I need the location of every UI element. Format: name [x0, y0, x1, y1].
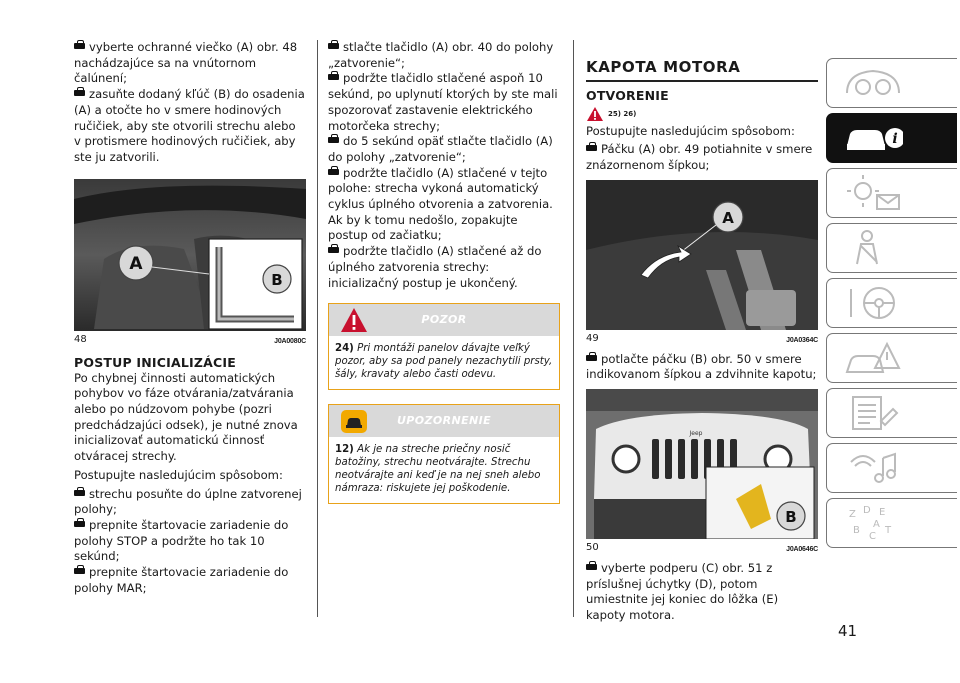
maintenance-icon	[843, 393, 903, 433]
figure-50	[586, 389, 818, 539]
chapter-tabs	[826, 58, 957, 553]
bullet-icon	[586, 145, 597, 151]
bullet-icon	[74, 568, 85, 574]
bullet-icon	[586, 564, 597, 570]
caution-title: UPOZORNENIE	[396, 414, 492, 428]
bullet-icon	[328, 247, 339, 253]
svg-text:A: A	[129, 253, 143, 274]
paragraph: Postupujte nasledujúcim spôsobom:	[74, 467, 283, 482]
tab-index[interactable]	[826, 498, 957, 548]
tab-dashboard[interactable]	[826, 58, 957, 108]
svg-text:D: D	[863, 505, 871, 516]
svg-text:A: A	[722, 208, 734, 227]
figure-number: 48	[74, 333, 87, 345]
caution-text: 12) Ak je na streche priečny nosič batožiny, strechu neotvárajte. Strechu neotvárajte ani keď je na nej sneh alebo námraza: riskujete jej poškodenie.	[335, 444, 541, 495]
roof-key-photo	[74, 179, 306, 331]
hood-lever-photo	[586, 180, 818, 330]
caution-box	[328, 404, 560, 504]
instruction-item: podržte tlačidlo (A) stlačené v tejto polohe: strecha vykoná automatický cyklus úplného otvorenia a zatvorenia. Ak by k tomu nedošlo, zopakujte postup od začiatku;	[328, 165, 553, 243]
figure-code: J0A0364C	[786, 336, 818, 344]
figure-number: 50	[586, 542, 599, 554]
figure-48	[74, 179, 306, 331]
figure-caption	[586, 541, 818, 557]
steering-wheel-icon	[843, 283, 903, 323]
chapter-title: KAPOTA MOTORA	[586, 58, 741, 76]
tab-warning[interactable]	[826, 333, 957, 383]
svg-text:Z: Z	[849, 509, 856, 520]
svg-text:B: B	[271, 270, 283, 289]
column-3	[586, 58, 818, 624]
figure-code: J0A0646C	[786, 546, 818, 554]
warning-title: POZOR	[421, 313, 467, 327]
multimedia-icon	[843, 448, 903, 488]
page-number: 41	[838, 622, 858, 640]
svg-text:B: B	[853, 525, 860, 536]
warning-references	[586, 106, 818, 122]
column-1	[74, 40, 306, 596]
bullet-icon	[328, 43, 339, 49]
instruction-item: podržte tlačidlo stlačené aspoň 10 sekúnd, po uplynutí ktorých by ste mali spozorovať zastavenie elektrického motorčeka strechy;	[328, 71, 558, 133]
figure-caption	[586, 332, 818, 348]
hood-latch-photo	[586, 389, 818, 539]
lights-icon	[843, 173, 903, 213]
bullet-icon	[328, 74, 339, 80]
bullet-icon	[74, 521, 85, 527]
svg-text:E: E	[879, 507, 886, 518]
figure-49	[586, 180, 818, 330]
section-heading: OTVORENIE	[586, 87, 669, 103]
bullet-icon	[74, 90, 85, 96]
instruction-item: prepnite štartovacie zariadenie do polohy MAR;	[74, 565, 289, 595]
dashboard-icon	[843, 63, 903, 103]
danger-triangle-icon	[586, 106, 604, 122]
column-divider	[573, 40, 574, 617]
tab-steering[interactable]	[826, 278, 957, 328]
instruction-item: vyberte ochranné viečko (A) obr. 48 nachádzajúce sa na vnútornom čalúnení;	[74, 40, 298, 86]
tab-multimedia[interactable]	[826, 443, 957, 493]
warning-icon	[843, 338, 903, 378]
bullet-icon	[74, 43, 85, 49]
instruction-item: prepnite štartovacie zariadenie do polohy STOP a podržte ho tak 10 sekúnd;	[74, 517, 289, 564]
column-2	[328, 40, 560, 504]
section-heading: POSTUP INICIALIZÁCIE	[74, 354, 236, 370]
instruction-item: do 5 sekúnd opäť stlačte tlačidlo (A) do polohy „zatvorenie“;	[328, 134, 553, 164]
bullet-icon	[328, 137, 339, 143]
figure-caption	[74, 333, 306, 349]
tab-maintenance[interactable]	[826, 388, 957, 438]
reference-numbers: 25) 26)	[608, 109, 637, 118]
tab-lights[interactable]	[826, 168, 957, 218]
bullet-icon	[74, 490, 85, 496]
svg-text:T: T	[885, 525, 892, 536]
svg-text:C: C	[869, 531, 876, 542]
figure-code: J0A0080C	[274, 337, 306, 345]
svg-text:Jeep: Jeep	[689, 430, 703, 438]
instruction-item: Páčku (A) obr. 49 potiahnite v smere znázornenom šípkou;	[586, 142, 813, 172]
car-info-icon	[843, 118, 903, 158]
title-rule	[586, 80, 818, 82]
instruction-item: podržte tlačidlo (A) stlačené až do úplného zatvorenia strechy: inicializačný postup je ukončený.	[328, 244, 542, 290]
svg-text:i: i	[892, 131, 898, 147]
instruction-item: stlačte tlačidlo (A) obr. 40 do polohy „zatvorenie“;	[328, 40, 554, 70]
warning-text: 24) Pri montáži panelov dávajte veľký pozor, aby sa pod panely nezachytili prsty, šály, kravaty alebo časti odevu.	[335, 343, 553, 381]
svg-text:B: B	[785, 508, 797, 527]
svg-text:A: A	[873, 519, 880, 530]
instruction-item: vyberte podperu (C) obr. 51 z príslušnej úchytky (D), potom umiestnite jej koniec do lôžka (E) kapoty motora.	[586, 561, 779, 623]
bullet-icon	[586, 355, 597, 361]
warning-header	[329, 304, 559, 336]
instruction-item: potlačte páčku (B) obr. 50 v smere indikovanom šípkou a zdvihnite kapotu;	[586, 351, 817, 382]
paragraph: Po chybnej činnosti automatických pohybov vo fáze otvárania/zatvárania alebo po núdzovom pohybe (pozri predchádzajúci odsek), je nutné znova inicializovať automatickú činnosť otváracej strechy.	[74, 370, 298, 464]
column-divider	[317, 40, 318, 617]
instruction-item: zasuňte dodaný kľúč (B) do osadenia (A) a otočte ho v smere hodinových ručičiek, aby ste otvorili strechu alebo v protismere hodinových ručičiek, aby ste ju zatvorili.	[74, 87, 305, 164]
instruction-item: strechu posuňte do úplne zatvorenej polohy;	[74, 486, 302, 517]
safety-icon	[843, 228, 903, 268]
index-icon	[843, 503, 903, 543]
caution-header	[329, 405, 559, 437]
bullet-icon	[328, 169, 339, 175]
paragraph: Postupujte nasledujúcim spôsobom:	[586, 123, 795, 138]
figure-number: 49	[586, 332, 599, 344]
tab-car-info[interactable]	[826, 113, 957, 163]
warning-box	[328, 303, 560, 390]
tab-safety[interactable]	[826, 223, 957, 273]
